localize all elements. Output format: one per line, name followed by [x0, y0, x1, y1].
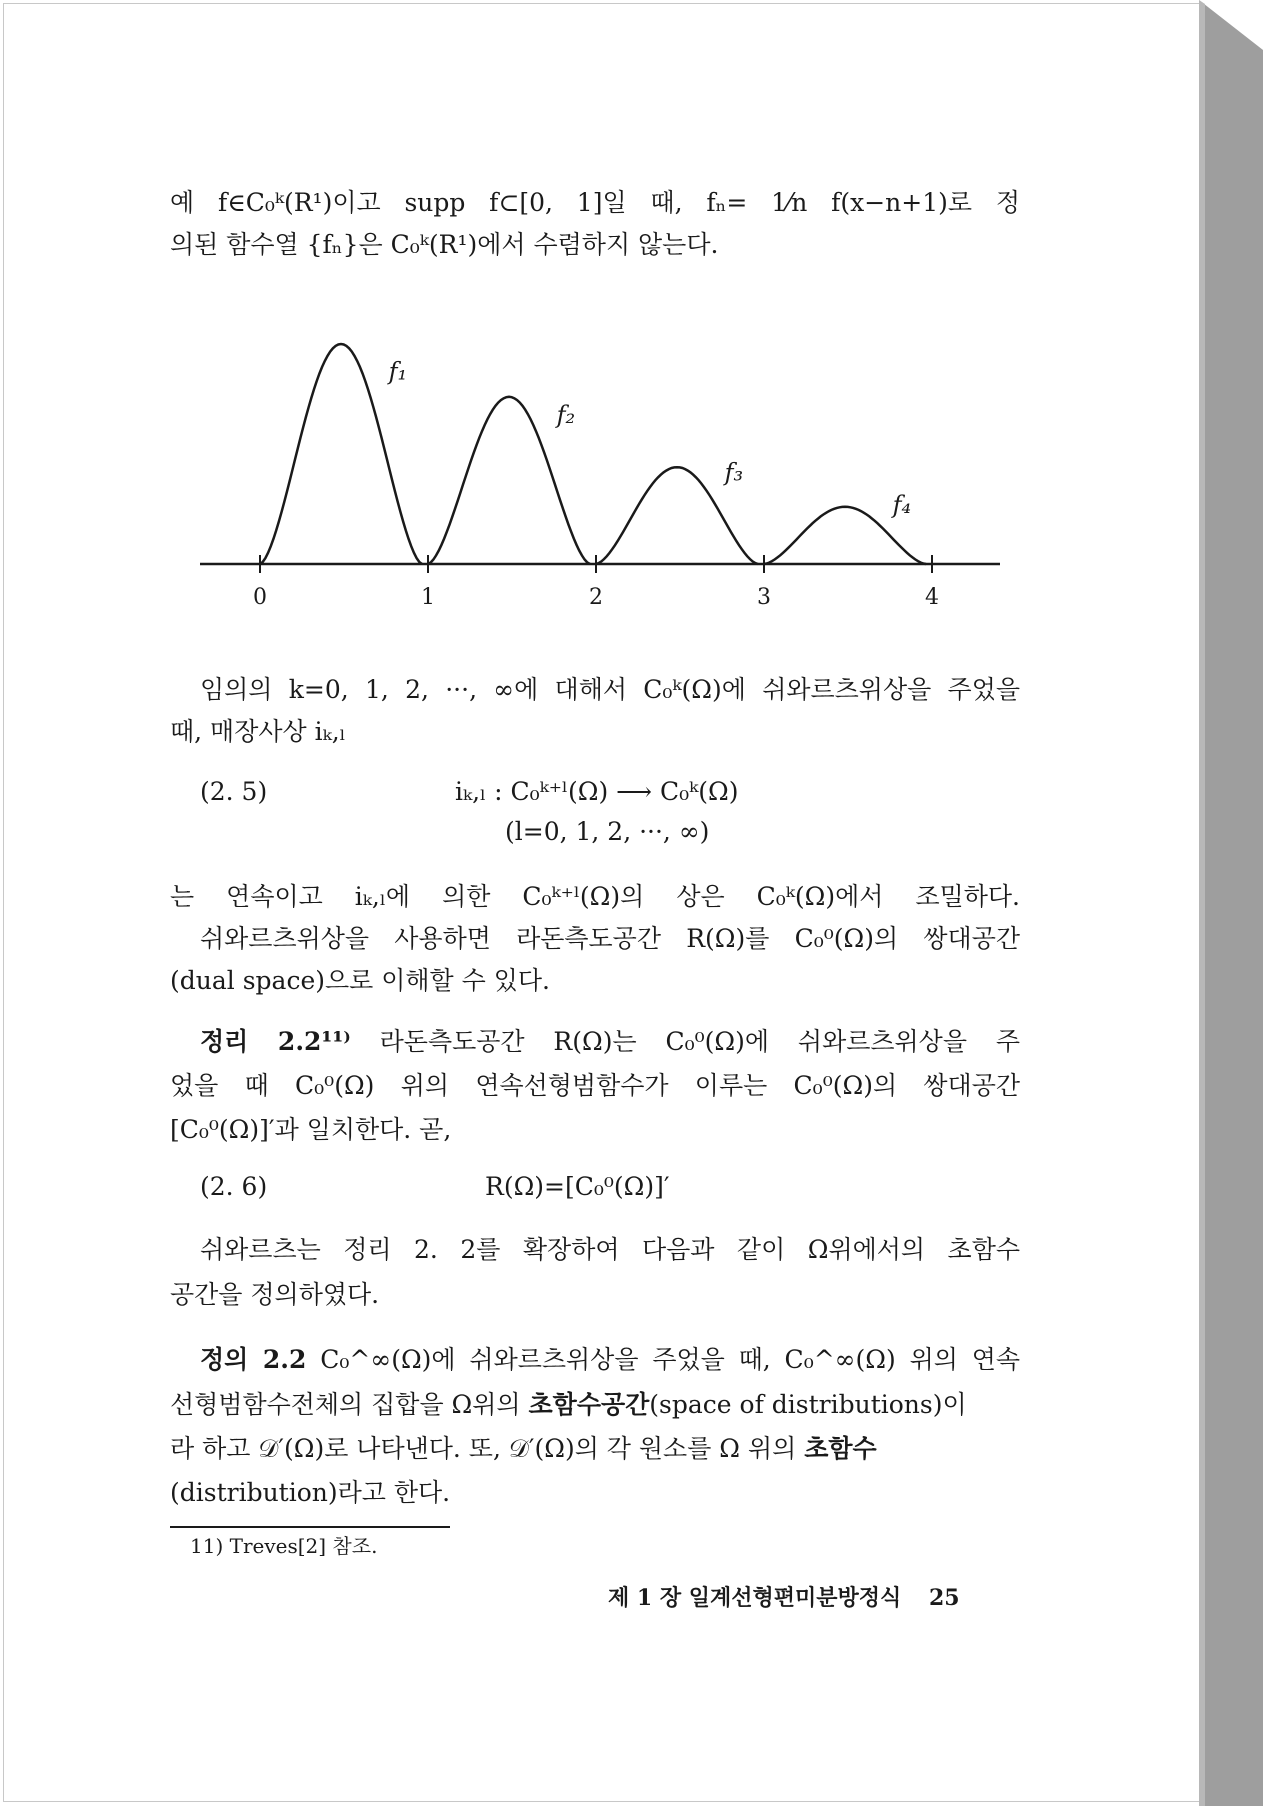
equation-2-6: R(Ω)=[C₀⁰(Ω)]′: [485, 1172, 670, 1201]
definition-line-3: [170, 1432, 1020, 1466]
theorem-label: 정리 2.2¹¹⁾: [200, 1027, 351, 1056]
definition-label: 정의 2.2: [200, 1345, 307, 1374]
definition-text-2c: (space of distributions)이: [649, 1390, 967, 1419]
theorem-text-1: 라돈측도공간 R(Ω)는 C₀⁰(Ω)에 쉬와르츠위상을 주: [379, 1027, 1021, 1056]
equation-2-5-line-2: (l=0, 1, 2, ···, ∞): [505, 817, 710, 846]
equation-number-2-6: (2. 6): [200, 1172, 268, 1201]
page-footer: [608, 1583, 960, 1613]
example-line-1: 예 f∈C₀ᵏ(R¹)이고 supp f⊂[0, 1]일 때, fₙ= 1⁄n f(x−n+1)로 정: [170, 188, 1020, 217]
term-distribution: 초함수: [804, 1434, 877, 1463]
curve-label-f4: f₄: [892, 491, 912, 520]
curve-label-f2: f₂: [556, 400, 576, 429]
example-line-2: 의된 함수열 {fₙ}은 C₀ᵏ(R¹)에서 수렴하지 않는다.: [170, 230, 719, 259]
para2-line-2: 쉬와르츠위상을 사용하면 라돈측도공간 R(Ω)를 C₀⁰(Ω)의 쌍대공간: [200, 924, 1020, 953]
theorem-line-3: [C₀⁰(Ω)]′과 일치한다. 곧,: [170, 1115, 452, 1144]
x-tick-label-3: 3: [757, 585, 771, 610]
para3-line-1: 쉬와르츠는 정리 2. 2를 확장하여 다음과 같이 Ω위에서의 초함수: [200, 1235, 1020, 1264]
para1-line-2: 때, 매장사상 iₖ,ₗ: [170, 717, 346, 746]
chapter-title: 제 1 장 일계선형편미분방정식: [608, 1585, 902, 1611]
definition-text-3a: 라 하고 𝒟′(Ω)로 나타낸다. 또, 𝒟′(Ω)의 각 원소를 Ω 위의: [170, 1434, 805, 1463]
definition-line-1: [200, 1343, 1020, 1377]
bump-functions-figure: [190, 320, 1010, 620]
definition-line-2: [170, 1388, 1020, 1422]
x-tick-label-1: 1: [421, 585, 435, 610]
para2-line-3: (dual space)으로 이해할 수 있다.: [170, 966, 550, 995]
curve-label-f1: f₁: [388, 357, 408, 386]
para3-line-2: 공간을 정의하였다.: [170, 1280, 380, 1309]
x-tick-label-2: 2: [589, 585, 603, 610]
theorem-line-1: [200, 1025, 1020, 1059]
x-tick-label-0: 0: [253, 585, 267, 610]
term-distribution-space: 초함수공간: [528, 1390, 650, 1419]
footnote-rule: [170, 1525, 450, 1529]
page-edge-shadow: [1199, 0, 1263, 1806]
equation-number-2-5: (2. 5): [200, 777, 268, 806]
para2-line-1: 는 연속이고 iₖ,ₗ에 의한 C₀ᵏ⁺ˡ(Ω)의 상은 C₀ᵏ(Ω)에서 조밀하다.: [170, 882, 1020, 911]
equation-2-5-line-1: iₖ,ₗ : C₀ᵏ⁺ˡ(Ω) ⟶ C₀ᵏ(Ω): [455, 777, 739, 806]
definition-text-1: C₀^∞(Ω)에 쉬와르츠위상을 주었을 때, C₀^∞(Ω) 위의 연속: [320, 1345, 1021, 1374]
footnote: 11) Treves[2] 참조.: [190, 1534, 378, 1558]
definition-line-4: (distribution)라고 한다.: [170, 1478, 451, 1507]
x-tick-label-4: 4: [925, 585, 939, 610]
curve-label-f3: f₃: [724, 458, 744, 487]
page-number: 25: [928, 1585, 960, 1611]
definition-text-2a: 선형범함수전체의 집합을 Ω위의: [170, 1390, 529, 1419]
para1-line-1: 임의의 k=0, 1, 2, ···, ∞에 대해서 C₀ᵏ(Ω)에 쉬와르츠위상을 주었을: [200, 675, 1020, 704]
theorem-line-2: 었을 때 C₀⁰(Ω) 위의 연속선형범함수가 이루는 C₀⁰(Ω)의 쌍대공간: [170, 1071, 1020, 1100]
